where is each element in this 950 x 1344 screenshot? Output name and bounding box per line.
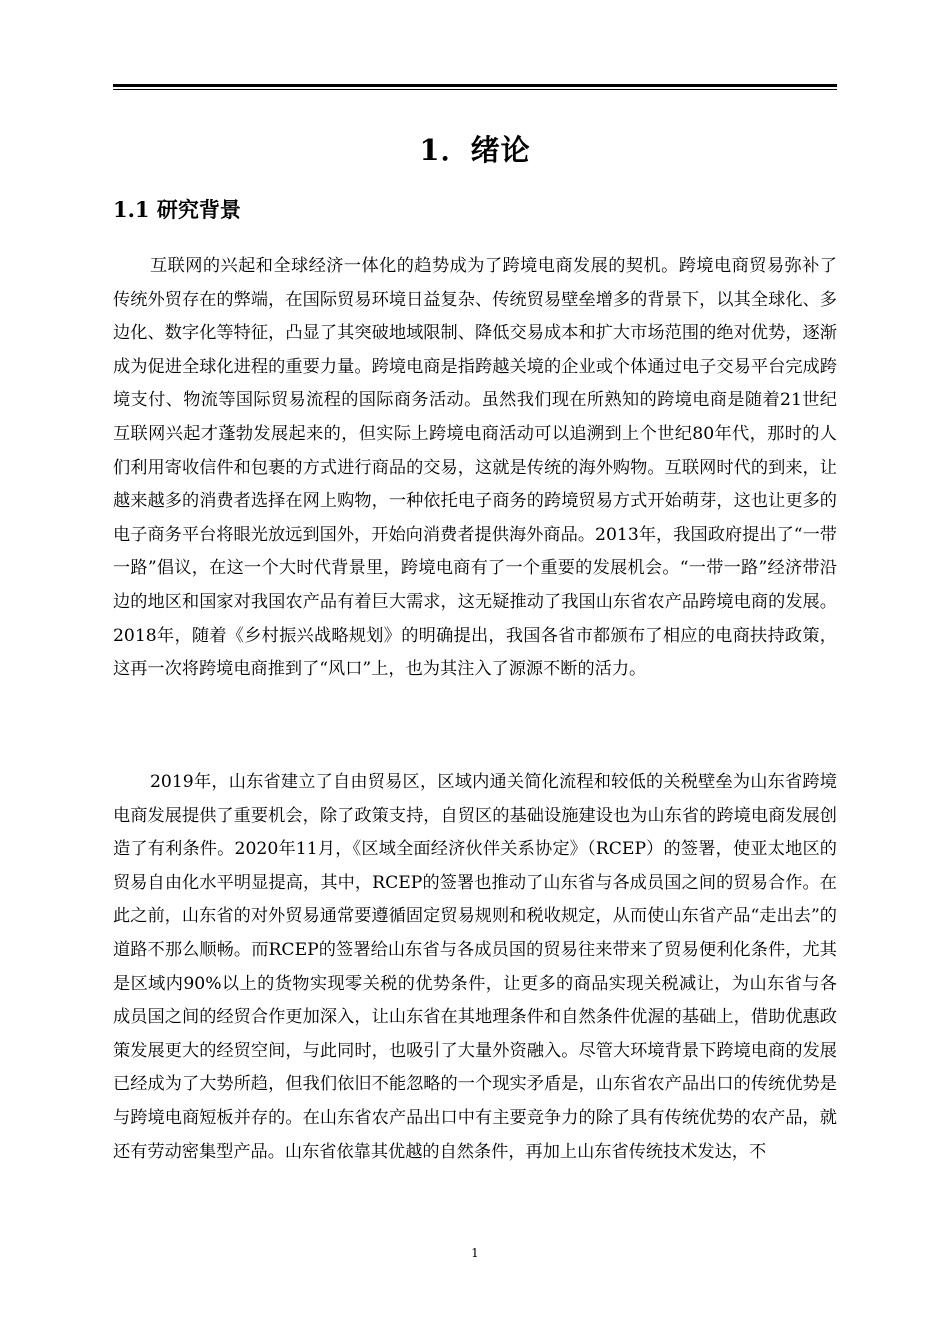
body-paragraph-1: 互联网的兴起和全球经济一体化的趋势成为了跨境电商发展的契机。跨境电商贸易弥补了传统外贸存在的弊端，在国际贸易环境日益复杂、传统贸易壁垒增多的背景下，以其全球化、多边化、数字化等特征，凸显了其突破地域限制、降低交易成本和扩大市场范围的绝对优势，逐渐成为促进全球化进程的重要力量。跨境电商是指跨越关境的企业或个体通过电子交易平台完成跨境支付、物流等国际贸易流程的国际商务活动。虽然我们现在所熟知的跨境电商是随着21世纪互联网兴起才蓬勃发展起来的，但实际上跨境电商活动可以追溯到上个世纪80年代，那时的人们利用寄收信件和包裹的方式进行商品的交易，这就是传统的海外购物。互联网时代的到来，让越来越多的消费者选择在网上购物，一种依托电子商务的跨境贸易方式开始萌芽，这也让更多的电子商务平台将眼光放远到国外，开始向消费者提供海外商品。2013年，我国政府提出了“一带一路”倡议，在这一个大时代背景里，跨境电商有了一个重要的发展机会。“一带一路”经济带沿边的地区和国家对我国农产品有着巨大需求，这无疑推动了我国山东省农产品跨境电商的发展。2018年，随着《乡村振兴战略规划》的明确提出，我国各省市都颁布了相应的电商扶持政策，这再一次将跨境电商推到了“风口”上，也为其注入了源源不断的活力。 — [113, 256, 837, 680]
body-paragraph-2: 2019年，山东省建立了自由贸易区，区域内通关简化流程和较低的关税壁垒为山东省跨境电商发展提供了重要机会，除了政策支持，自贸区的基础设施建设也为山东省的跨境电商发展创造了有利条件。2020年11月，《区域全面经济伙伴关系协定》（RCEP）的签署，使亚太地区的贸易自由化水平明显提高，其中，RCEP的签署也推动了山东省与各成员国之间的贸易合作。在此之前，山东省的对外贸易通常要遵循固定贸易规则和税收规定，从而使山东省产品“走出去”的道路不那么顺畅。而RCEP的签署给山东省与各成员国的贸易往来带来了贸易便利化条件，尤其是区域内90%以上的货物实现零关税的优势条件，让更多的商品实现关税减让，为山东省与各成员国之间的经贸合作更加深入，让山东省在其地理条件和自然条件优渥的基础上，借助优惠政策发展更大的经贸空间，与此同时，也吸引了大量外资融入。尽管大环境背景下跨境电商的发展已经成为了大势所趋，但我们依旧不能忽略的一个现实矛盾是，山东省农产品出口的传统优势是与跨境电商短板并存的。在山东省农产品出口中有主要竞争力的除了具有传统优势的农产品，就还有劳动密集型产品。山东省依靠其优越的自然条件，再加上山东省传统技术发达，不 — [113, 772, 837, 1162]
header-rule-thin — [113, 89, 837, 90]
chapter-title: 1．绪论 — [419, 133, 531, 167]
header-rule-thick — [113, 84, 837, 87]
page-number: 1 — [471, 1246, 479, 1260]
section-title: 1.1 研究背景 — [113, 197, 241, 222]
